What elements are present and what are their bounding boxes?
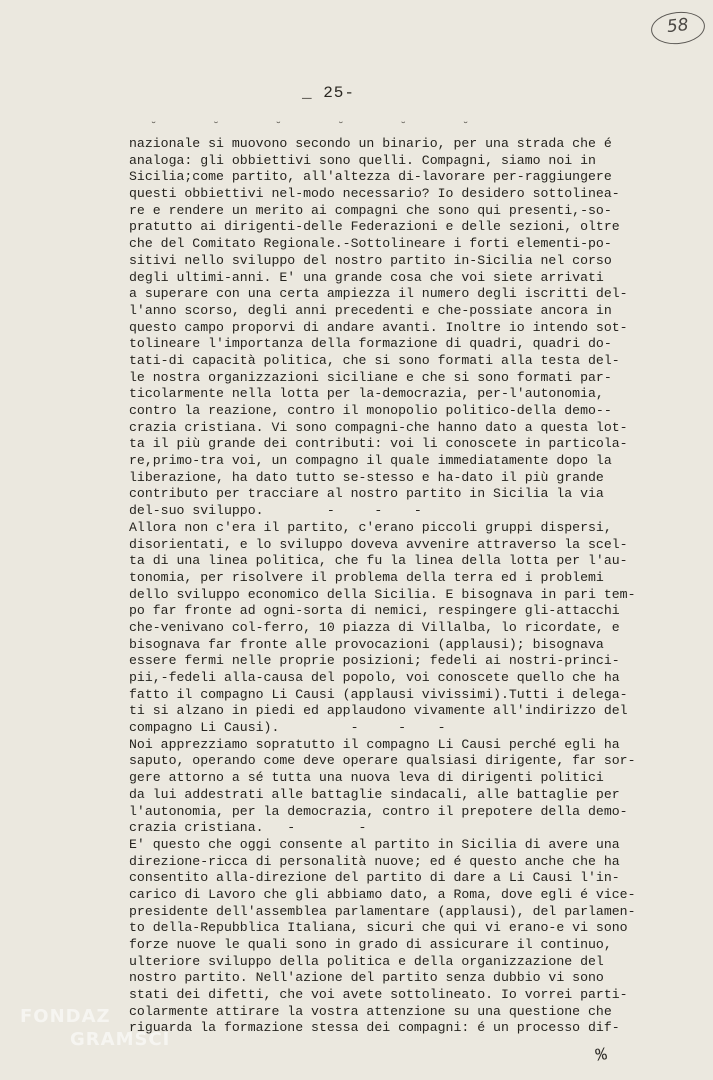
watermark-line-2: GRAMSCI	[70, 1029, 171, 1050]
text-line: fatto il compagno Li Causi (applausi vivissimi).Tutti i delega-	[129, 686, 628, 702]
text-line: tati-di capacità politica, che si sono formati alla testa del-	[129, 352, 620, 368]
text-line: contro la reazione, contro il monopolio politico-della demo--	[129, 403, 612, 418]
text-line: compagno Li Causi). - - -	[129, 720, 446, 736]
text-line: questi obbiettivi nel-modo necessario? Io desidero sottolinea-	[129, 186, 620, 202]
text-line: disorientati, e lo sviluppo doveva avvenire attraverso la scel-	[129, 536, 628, 552]
text-line: stati dei difetti, che voi avete sottolineato. Io vorrei parti-	[129, 987, 628, 1003]
text-line: Allora non c'era il partito, c'erano piccoli gruppi dispersi,	[129, 519, 612, 535]
text-line: le nostra organizzazioni siciliane e che si sono formati par-	[129, 369, 612, 385]
text-line: l'anno scorso, degli anni precedenti e che-possiate ancora in	[129, 302, 612, 318]
text-line: tolineare l'importanza della formazione di quadri, quadri do-	[129, 336, 612, 352]
text-line: tonomia, per risolvere il problema della terra ed i problemi	[129, 569, 604, 585]
text-line: gere attorno a sé tutta una nuova leva di dirigenti politici	[129, 770, 604, 786]
archive-stamp	[649, 9, 706, 46]
text-line: Noi apprezziamo sopratutto il compagno Li Causi perché egli ha	[129, 736, 620, 752]
text-line: ticolarmente nella lotta per la-democrazia, per-l'autonomia,	[129, 386, 604, 402]
text-line: direzione-ricca di personalità nuove; ed é questo anche che ha	[129, 853, 620, 869]
text-line: consentito alla-direzione del partito di dare a Li Causi l'in-	[129, 870, 620, 886]
text-line: riguarda la formazione stessa dei compagni: é un processo dif-	[129, 1020, 620, 1036]
text-line: E' questo che oggi consente al partito in Sicilia di avere una	[129, 836, 620, 852]
text-line: pratutto ai dirigenti-delle Federazioni e delle sezioni, oltre	[129, 219, 620, 235]
text-line: che-venivano col-ferro, 10 piazza di Villalba, lo ricordate, e	[129, 619, 620, 635]
text-line: nazionale si muovono secondo un binario, per una strada che é	[129, 136, 612, 151]
text-line: carico di Lavoro che gli abbiamo dato, a Roma, dove egli é vice-	[129, 886, 636, 902]
body-text	[129, 136, 659, 1037]
text-line: questo campo proporvi di andare avanti. Inoltre io intendo sot-	[129, 319, 628, 335]
text-line: l'autonomia, per la democrazia, contro il prepotere della demo-	[129, 803, 628, 819]
text-line: nostro partito. Nell'azione del partito senza dubbio vi sono	[129, 970, 604, 986]
text-line: re e rendere un merito ai compagni che sono qui presenti,-so-	[129, 202, 612, 218]
corner-mark: %	[594, 1045, 609, 1067]
text-line: ti si alzano in piedi ed applaudono vivamente all'indirizzo del	[129, 703, 628, 719]
text-line: del-suo sviluppo. - - -	[129, 503, 422, 519]
text-line: ta di una linea politica, che fu la linea della lotta per l'au-	[129, 553, 628, 569]
watermark	[20, 1006, 170, 1050]
top-marks: ˘ ˘ ˘ ˘ ˘ ˘	[150, 120, 494, 134]
text-line: da lui addestrati alle battaglie sindacali, alle battaglie per	[129, 786, 620, 802]
text-line: presidente dell'assemblea parlamentare (applausi), del parlamen-	[129, 903, 636, 919]
text-line: che del Comitato Regionale.-Sottolineare i forti elementi-po-	[129, 236, 612, 252]
text-line: to della-Repubblica Italiana, sicuri che qui vi erano-e vi sono	[129, 920, 628, 936]
text-line: pii,-fedeli alla-causa del popolo, voi conoscete quello che ha	[129, 670, 620, 685]
text-line: liberazione, ha dato tutto se-stesso e ha-dato il più grande	[129, 469, 604, 485]
text-line: a superare con una certa ampiezza il numero degli iscritti del-	[129, 286, 628, 302]
page-number: _ 25-	[302, 84, 356, 102]
text-line: re,primo-tra voi, un compagno il quale immediatamente dopo la	[129, 453, 612, 469]
text-line: essere fermi nelle proprie posizioni; fedeli ai nostri-princi-	[129, 653, 620, 669]
text-line: colarmente attirare la vostra attenzione su una questione che	[129, 1003, 612, 1019]
text-line: crazia cristiana. Vi sono compagni-che hanno dato a questa lot-	[129, 419, 628, 435]
text-line: po far fronte ad ogni-sorta di nemici, respingere gli-attacchi	[129, 603, 620, 619]
text-line: contributo per tracciare al nostro partito in Sicilia la via	[129, 486, 604, 502]
text-line: saputo, operando come deve operare qualsiasi dirigente, far sor-	[129, 753, 636, 769]
text-line: bisognava far fronte alle provocazioni (applausi); bisognava	[129, 636, 604, 652]
text-line: ulteriore sviluppo della politica e della organizzazione del	[129, 953, 604, 969]
text-line: crazia cristiana. - -	[129, 820, 367, 836]
archive-stamp-number: 58	[665, 14, 690, 38]
text-line: sitivi nello sviluppo del nostro partito in-Sicilia nel corso	[129, 252, 612, 268]
text-line: forze nuove le quali sono in grado di assicurare il continuo,	[129, 937, 612, 952]
text-line: ta il più grande dei contributi: voi li conoscete in particola-	[129, 436, 628, 452]
text-line: dello sviluppo economico della Sicilia. E bisognava in pari tem-	[129, 586, 636, 602]
text-line: Sicilia;come partito, all'altezza di-lavorare per-raggiungere	[129, 169, 612, 185]
watermark-line-1: FONDAZ	[20, 1006, 111, 1027]
text-line: degli ultimi-anni. E' una grande cosa che voi siete arrivati	[129, 269, 604, 285]
text-line: analoga: gli obbiettivi sono quelli. Compagni, siamo noi in	[129, 152, 596, 168]
